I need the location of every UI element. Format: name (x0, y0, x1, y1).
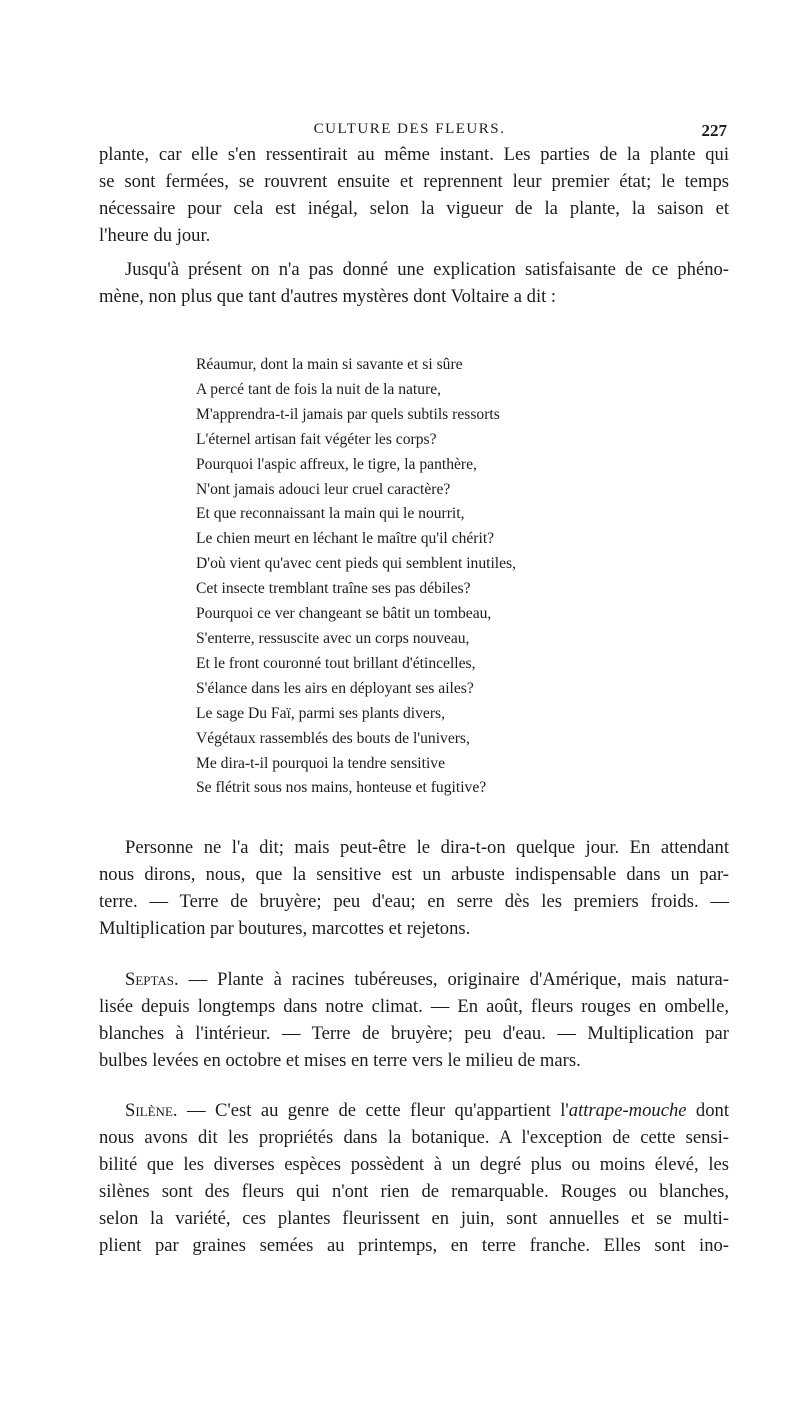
poem-line: Cet insecte tremblant traîne ses pas débiles? (196, 580, 471, 598)
poem-line: Se flétrit sous nos mains, honteuse et fugitive? (196, 779, 487, 797)
text-line: nécessaire pour cela est inégal, selon la vigueur de la plante, la saison et (99, 198, 729, 219)
paragraph-septas (99, 966, 729, 1074)
text-line: l'heure du jour. (99, 225, 211, 246)
text-line: se sont fermées, se rouvrent ensuite et reprennent leur premier état; le temps (99, 171, 729, 192)
text-line: Personne ne l'a dit; mais peut-être le dira-t-on quelque jour. En attendant (125, 837, 729, 858)
poem-line: Le chien meurt en léchant le maître qu'il chérit? (196, 530, 495, 548)
text-line: mène, non plus que tant d'autres mystères dont Voltaire a dit : (99, 286, 557, 307)
poem-line: Végétaux rassemblés des bouts de l'univers, (196, 729, 470, 747)
entry-term-septas: Septas. (125, 969, 179, 990)
text-line: nous dirons, nous, que la sensitive est un arbuste indispensable dans un par- (99, 864, 729, 885)
text-line: selon la variété, ces plantes fleurissent en juin, sont annuelles et se multi- (99, 1208, 729, 1229)
italic-term: attrape-mouche (568, 1100, 687, 1121)
poem-line: S'enterre, ressuscite avec un corps nouveau, (196, 629, 470, 647)
text-segment: — Plante à racines tubéreuses, originaire d'Amérique, mais natura- (178, 969, 729, 990)
text-line: lisée depuis longtemps dans notre climat. — En août, fleurs rouges en ombelle, (99, 996, 729, 1017)
poem-line: Pourquoi l'aspic affreux, le tigre, la panthère, (196, 455, 477, 473)
text-line: blanches à l'intérieur. — Terre de bruyère; peu d'eau. — Multiplication par (99, 1023, 729, 1044)
poem-line: L'éternel artisan fait végéter les corps? (196, 430, 437, 448)
poem-line: D'où vient qu'avec cent pieds qui semblent inutiles, (196, 555, 517, 573)
poem-line: Le sage Du Faï, parmi ses plants divers, (196, 704, 446, 722)
poem-line: S'élance dans les airs en déployant ses ailes? (196, 679, 474, 697)
text-line: plante, car elle s'en ressentirait au même instant. Les parties de la plante qui (99, 144, 729, 165)
paragraph-silene (99, 1097, 729, 1259)
paragraph-continuation (99, 141, 729, 249)
text-line: bilité que les diverses espèces possèdent à un degré plus ou moins élevé, les (99, 1154, 729, 1175)
poem-line: Pourquoi ce ver changeant se bâtit un tombeau, (196, 605, 492, 623)
paragraph-intro (99, 256, 729, 310)
paragraph-sensitive (99, 834, 729, 942)
poem-line: M'apprendra-t-il jamais par quels subtils ressorts (196, 405, 500, 423)
text-line: plient par graines semées au printemps, en terre franche. Elles sont ino- (99, 1235, 729, 1256)
poem-line: Et que reconnaissant la main qui le nourrit, (196, 505, 465, 523)
text-segment: — C'est au genre de cette fleur qu'appartient l' (177, 1100, 569, 1121)
poem-line: Et le front couronné tout brillant d'étincelles, (196, 654, 476, 672)
poem-line: A percé tant de fois la nuit de la nature, (196, 380, 442, 398)
text-line: bulbes levées en octobre et mises en terre vers le milieu de mars. (99, 1050, 581, 1071)
running-title: CULTURE DES FLEURS. (313, 121, 506, 137)
text-line: Multiplication par boutures, marcottes et rejetons. (99, 918, 471, 939)
text-line: silènes sont des fleurs qui n'ont rien de remarquable. Rouges ou blanches, (99, 1181, 729, 1202)
text-line: Jusqu'à présent on n'a pas donné une explication satisfaisante de ce phéno- (125, 259, 729, 280)
poem-line: Me dira-t-il pourquoi la tendre sensitive (196, 754, 445, 772)
entry-term-silene: Silène. (125, 1100, 178, 1121)
page-number: 227 (701, 121, 727, 140)
running-header (92, 121, 727, 143)
text-line: nous avons dit les propriétés dans la botanique. A l'exception de cette sensi- (99, 1127, 729, 1148)
poem-line: N'ont jamais adouci leur cruel caractère? (196, 480, 451, 498)
poem-line: Réaumur, dont la main si savante et si sûre (196, 356, 463, 373)
text-line: terre. — Terre de bruyère; peu d'eau; en serre dès les premiers froids. — (99, 891, 729, 912)
text-line (99, 966, 729, 993)
voltaire-poem (196, 353, 716, 801)
text-segment: dont (686, 1100, 729, 1121)
text-line (99, 1097, 729, 1124)
